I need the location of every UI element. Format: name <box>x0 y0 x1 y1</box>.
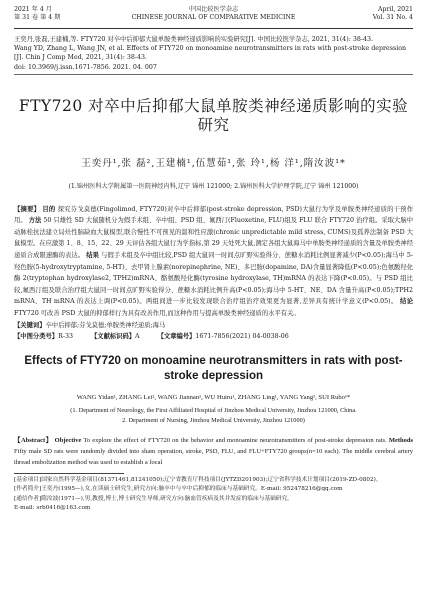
abstract-en-label: 【Abstract】 <box>14 436 53 444</box>
running-header <box>14 6 413 28</box>
journal-page <box>14 6 413 514</box>
code-group <box>91 331 140 342</box>
article-group <box>158 331 289 342</box>
clc-group <box>14 331 73 342</box>
affiliation-en <box>14 406 413 426</box>
footnotes <box>14 476 413 514</box>
citation-en: Wang YD, Zhang L, Wang JN, et al. Effects of FTY720 on monoamine neurotransmitters in rats with post-stroke depression [J]. Chin J Comp Med, 2021, 31(4): 38-43. <box>14 45 407 62</box>
affiliation-en-1: (1. Department of Neurology, the First Affiliated Hospital of Jinzhou Medical University, Jinzhou 121000, China. <box>70 406 357 414</box>
purpose-text: 探究芬戈莫德(Fingolimod, FTY720)对卒中后抑郁(post-stroke depression, PSD)大鼠行为学及单胺类神经递质的干预作用。 <box>14 205 414 225</box>
classification <box>14 331 413 342</box>
affiliation-en-2: 2. Department of Nursing, Jinzhou Medical University, Jinzhou 121000) <box>122 416 305 424</box>
abstract-en <box>14 435 413 468</box>
footnote-email[interactable]: E-mail: srb0416@163.com <box>14 505 91 512</box>
objective-label: Objective <box>54 436 82 444</box>
header-center <box>14 6 413 22</box>
affiliation-cn: (1.锦州医科大学附属第一医院神经内科,辽宁 锦州 121000; 2.锦州医科大学护理学院,辽宁 锦州 121000) <box>68 182 359 190</box>
header-date-en: April, 2021 <box>377 6 413 13</box>
article-value: 1671-7856(2021) 04-0038-06 <box>195 332 289 340</box>
article-label: 【文章编号】 <box>157 332 196 340</box>
conclusion-label: 结论 <box>400 298 413 306</box>
header-date: 2021 年 4 月 <box>14 6 52 13</box>
keywords-text: 卒中后抑郁;芬戈莫德;单胺类神经递质;海马 <box>45 321 166 329</box>
keywords-cn <box>14 320 413 331</box>
conclusion-text: FTY720 可改善 PSD 大鼠的抑郁样行为具有改善作用,而这种作用与提高单胺类神经递质的水平有关。 <box>14 309 300 317</box>
abstract-label: 【摘要】 <box>14 205 41 213</box>
abstract-cn <box>14 204 413 320</box>
result-label: 结果 <box>86 251 100 259</box>
clc-value: R-33 <box>58 332 73 340</box>
method-label: 方法 <box>28 217 42 225</box>
methods-text: Fifty male SD rats were randomly divided into sham operation, stroke, PSD, FLU, and FLU+FTY720 groups(n=10 each). The middle cerebral artery thread embolization method was used to establish a focal <box>14 447 413 466</box>
objective-text: To explore the effect of FTY720 on the behavior and monoamine neurotransmitters of post-stroke depression rats. <box>83 436 387 444</box>
code-label: 【文献标识码】 <box>90 332 136 340</box>
methods-label: Methods <box>388 436 414 444</box>
header-rule <box>14 28 413 29</box>
method-text: 50 只雄性 SD 大鼠随机分为假手术组、卒中组、PSD 组、氟西汀(Fluoxetine, FLU)组及 FLU 联合 FTY720 治疗组。采取大脑中动脉栓抗法建立局灶性脑缺血大鼠模型,联合慢性不可预见的温和性应激(chronic unpredictable mild stress, CUMS)及孤养法制备 PSD 大鼠模型。在应激第 1、8、15、22、29 天评估各组大鼠行为学指标,第 29 天处死大鼠,测定各组大鼠海马中单胺类神经递质的含量及单胺类神经递质合成限速酶的表达。 <box>14 217 413 259</box>
result-text: 与假手术组及卒中组比较,PSD 组大鼠同一时间点旷野实验得分、蔗糖水消耗比例显著减少(P<0.05);海马中 5-羟色胺(5-hydroxytryptamine, 5-HT)、去甲肾上腺素(norepinephrine, NE)、多巴胺(dopamine, DA)含量显著降低(P<0.05);色氨酸羟化酶 2(tryptophan hydroxylase2, TPH2)mRNA、酪氨酸羟化酶(tyrosine hydroxylase, TH)mRNA 的表达下降(P<0.05)。与 PSD 组比较,氟西汀组及联合治疗组大鼠同一时间点旷野实验得分、蔗糖水消耗比例升高(P<0.05);海马中 5-HT、NE、DA 含量升高(P<0.05);TPH2 mRNA、TH mRNA 的表达上调(P<0.05)。两组间进一步比较发现联合治疗组治疗效果更为显著,差异具有统计学意义(P<0.05)。 <box>14 251 413 306</box>
journal-name-cn: 中国比较医学杂志 <box>188 6 239 13</box>
citation-rule <box>14 74 413 75</box>
purpose-label: 目的 <box>42 205 56 213</box>
authors-en: WANG Yidan¹, ZHANG Lei², WANG Jiannan¹, WU Huiru¹, ZHANG Ling¹, YANG Yang¹, SUI Rubo¹* <box>76 393 351 401</box>
doi[interactable]: doi: 10.3969/j.issn.1671-7856. 2021. 04. 007 <box>14 63 157 71</box>
citation-cn: 王奕丹,张磊,王建楠,等. FTY720 对卒中后抑郁大鼠单胺类神经递质影响的实验研究[J]. 中国比较医学杂志, 2021, 31(4): 38-43. <box>14 36 374 43</box>
journal-name-en: CHINESE JOURNAL OF COMPARATIVE MEDICINE <box>131 14 296 21</box>
header-right <box>373 6 413 22</box>
footnote-rule <box>14 473 124 474</box>
footnote-author: [作者简介]王奕丹(1995—),女,在读硕士研究生,研究方向:脑卒中与卒中后抑郁的临床与基础研究。E-mail: 952478216@qq.com <box>14 486 343 493</box>
header-volume: 第 31 卷 第 4 期 <box>14 14 61 21</box>
header-volume-en: Vol. 31 No. 4 <box>372 14 413 21</box>
keywords-label: 【关键词】 <box>14 321 46 329</box>
article-title-en: Effects of FTY720 on monoamine neurotransmitters in rats with post-stroke depression <box>24 354 403 382</box>
authors-cn: 王奕丹¹,张 磊²,王建楠¹,伍慧茹¹,张 玲¹,杨 洋¹,隋汝波¹* <box>81 157 346 169</box>
footnote-corresponding: [通信作者]隋汝波(1971—),男,教授,博士,博士研究生导师,研究方向:脑血管疾病及其并发症的临床与基础研究。 <box>14 495 293 502</box>
article-title-cn: FTY720 对卒中后抑郁大鼠单胺类神经递质影响的实验研究 <box>18 96 409 134</box>
clc-label: 【中图分类号】 <box>14 332 59 340</box>
code-value: A <box>135 332 140 340</box>
footnote-funding: [基金项目]国家自然科学基金项目(81371461,81241050);辽宁省教育厅科技项目(JYTZD201903);辽宁省科学技术计划项目(2019-ZD-0802)。 <box>14 476 382 483</box>
